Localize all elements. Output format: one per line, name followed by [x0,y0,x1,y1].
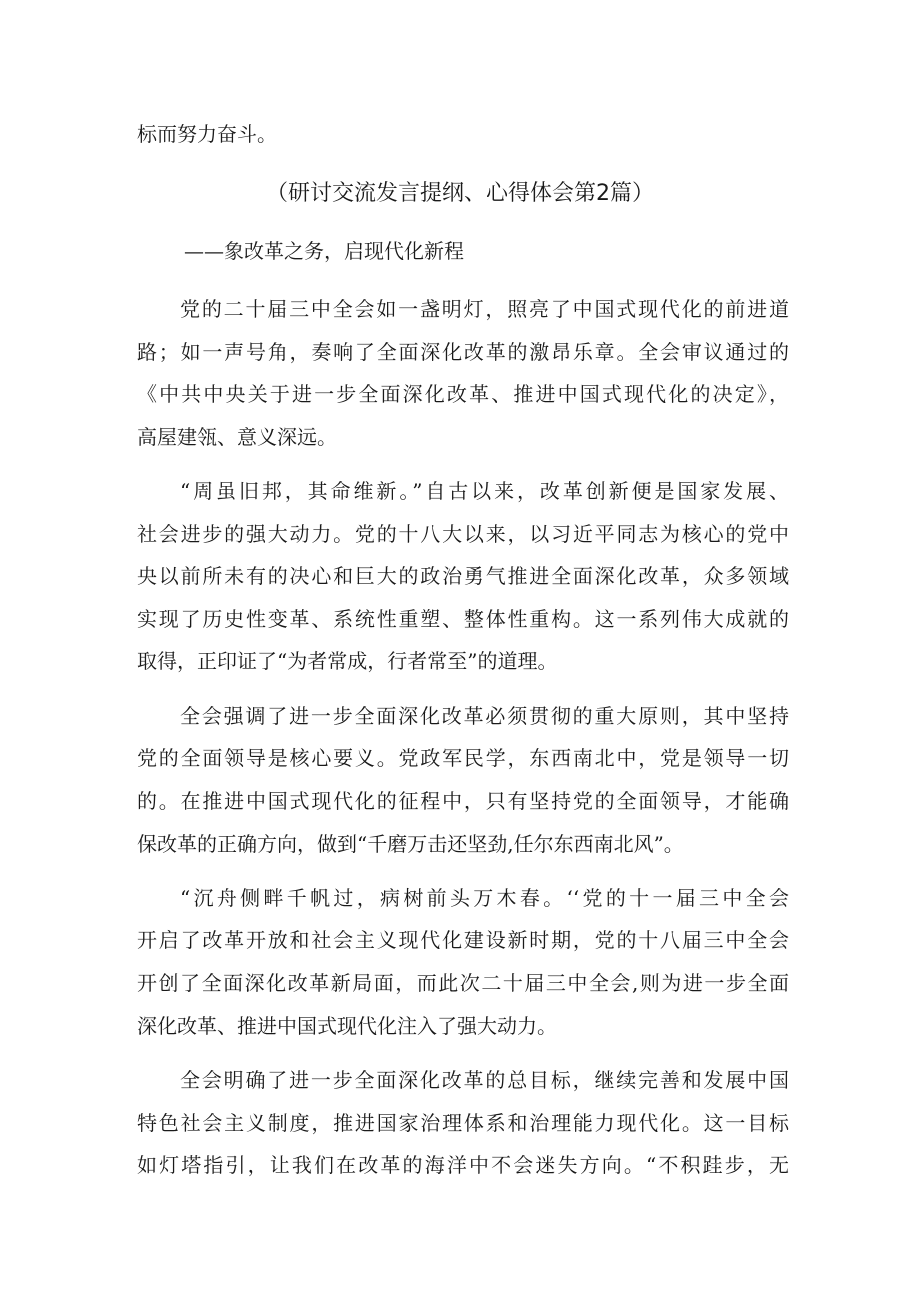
carry-over-line: 标而努力奋斗。 [137,122,277,146]
paragraph-line: 开启了改革开放和社会主义现代化建设新时期，党的十八届三中全会 [137,928,789,952]
paragraph-line: 路；如一声号角，奏响了全面深化改革的激昂乐章。全会审议通过的 [137,340,789,364]
paragraph-line: 开创了全面深化改革新局面，而此次二十届三中全会,则为进一步全面 [137,971,789,995]
section-heading: （研讨交流发言提纲、心得体会第2篇） [266,181,654,206]
paragraph-line: 全会明确了进一步全面深化改革的总目标，继续完善和发展中国 [180,1068,789,1092]
paragraph-line: 实现了历史性变革、系统性重塑、整体性重构。这一系列伟大成就的 [137,607,789,631]
paragraph-line: 社会进步的强大动力。党的十八大以来，以习近平同志为核心的党中 [137,522,789,546]
section-subtitle: ——象改革之务，启现代化新程 [184,239,464,263]
paragraph-line: 党的二十届三中全会如一盏明灯，照亮了中国式现代化的前进道 [180,297,789,321]
paragraph-line: 取得，正印证了“为者常成，行者常至”的道理。 [137,649,558,673]
paragraph-line: 如灯塔指引，让我们在改革的海洋中不会迷失方向。“不积跬步，无 [137,1153,789,1177]
paragraph-line: 的。在推进中国式现代化的征程中，只有坚持党的全面领导，才能确 [137,789,789,813]
paragraph-line: 《中共中央关于进一步全面深化改革、推进中国式现代化的决定》， [137,382,789,406]
paragraph-line: 党的全面领导是核心要义。党政军民学，东西南北中，党是领导一切 [137,746,789,770]
paragraph-line: 高屋建瓴、意义深远。 [137,425,337,449]
paragraph-line: “周虽旧邦，其命维新。”自古以来，改革创新便是国家发展、 [180,479,789,503]
paragraph-line: 央以前所未有的决心和巨大的政治勇气推进全面深化改革，众多领域 [137,564,789,588]
paragraph-line: “沉舟侧畔千帆过，病树前头万木春。‘‘党的十一届三中全会 [180,886,789,910]
paragraph-line: 特色社会主义制度，推进国家治理体系和治理能力现代化。这一目标 [137,1111,789,1135]
paragraph-line: 深化改革、推进中国式现代化注入了强大动力。 [137,1014,557,1038]
paragraph-line: 保改革的正确方向，做到“千磨万击还坚劲,任尔东西南北风”。 [137,832,684,856]
paragraph-line: 全会强调了进一步全面深化改革必须贯彻的重大原则，其中坚持 [180,704,789,728]
